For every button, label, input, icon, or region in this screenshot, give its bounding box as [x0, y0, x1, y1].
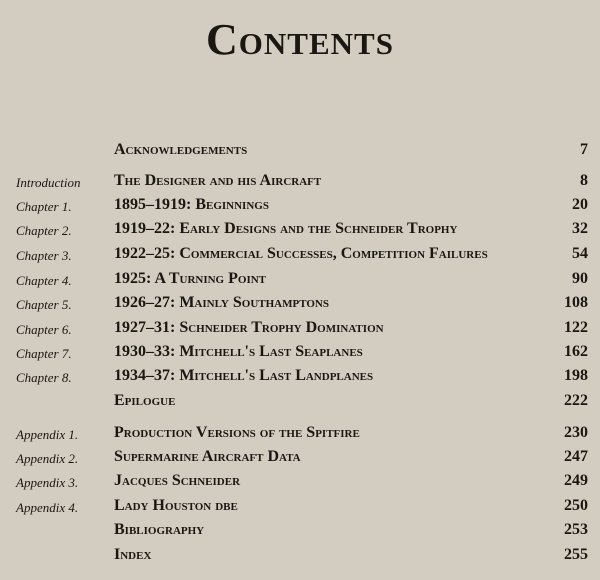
toc-entry-heading: 1934–37: Mitchell's Last Landplanes: [114, 367, 374, 384]
toc-entry-heading: Supermarine Aircraft Data: [114, 448, 301, 465]
toc-entry-label: Chapter 6.: [16, 322, 72, 337]
toc-entry-label: Chapter 7.: [16, 346, 72, 361]
toc-entry-heading: Bibliography: [114, 521, 205, 538]
toc-entry-label: Chapter 4.: [16, 273, 72, 288]
toc-entry-heading: Index: [114, 546, 152, 563]
toc-entry-label: Chapter 2.: [16, 223, 72, 238]
toc-entry: [0, 367, 600, 389]
toc-entry: [0, 497, 600, 519]
toc-entry-page: 108: [564, 294, 588, 311]
toc-entry-label: Appendix 1.: [16, 427, 79, 442]
toc-entry: [0, 319, 600, 341]
toc-entry-page: 54: [572, 245, 588, 262]
toc-entry: [0, 196, 600, 218]
toc-entry: [0, 424, 600, 446]
toc-entry-page: 7: [580, 141, 588, 158]
toc-entry-page: 20: [572, 196, 588, 213]
toc-entry-label: Appendix 2.: [16, 451, 79, 466]
toc-entry: [0, 141, 600, 163]
toc-entry: [0, 521, 600, 543]
toc-entry-heading: Jacques Schneider: [114, 472, 241, 489]
toc-entry-page: 230: [564, 424, 588, 441]
toc-entry-heading: 1930–33: Mitchell's Last Seaplanes: [114, 343, 363, 360]
toc-entry-page: 247: [564, 448, 588, 465]
toc-entry: [0, 245, 600, 267]
toc-entry-page: 250: [564, 497, 588, 514]
toc-entry-page: 162: [564, 343, 588, 360]
toc-entry-heading: Lady Houston dbe: [114, 497, 238, 514]
toc-entry: [0, 172, 600, 194]
toc-entry-heading: Acknowledgements: [114, 141, 248, 158]
toc-entry: [0, 546, 600, 568]
toc-entry-label: Chapter 3.: [16, 248, 72, 263]
toc-entry: [0, 294, 600, 316]
toc-entry-heading: 1926–27: Mainly Southamptons: [114, 294, 329, 311]
toc-entry: [0, 270, 600, 292]
toc-entry-heading: 1895–1919: Beginnings: [114, 196, 269, 213]
toc-entry: [0, 448, 600, 470]
toc-entry-page: 198: [564, 367, 588, 384]
toc-entry-label: Chapter 8.: [16, 370, 72, 385]
toc-entry-heading: 1927–31: Schneider Trophy Domination: [114, 319, 384, 336]
toc-entry: [0, 472, 600, 494]
toc-entry-heading: 1922–25: Commercial Successes, Competition Failures: [114, 245, 488, 262]
toc-entry-heading: The Designer and his Aircraft: [114, 172, 322, 189]
toc-entry-page: 222: [564, 392, 588, 409]
toc-entry: [0, 220, 600, 242]
toc-entry-page: 253: [564, 521, 588, 538]
toc-entry-label: Chapter 5.: [16, 297, 72, 312]
toc-entry-label: Appendix 4.: [16, 500, 79, 515]
toc-entry-label: Appendix 3.: [16, 475, 79, 490]
toc-entry-heading: Epilogue: [114, 392, 176, 409]
toc-entry-page: 122: [564, 319, 588, 336]
toc-entry: [0, 343, 600, 365]
toc-entry-page: 249: [564, 472, 588, 489]
toc-entry-heading: 1919–22: Early Designs and the Schneider Trophy: [114, 220, 458, 237]
toc-entry-page: 90: [572, 270, 588, 287]
toc-entry-label: Chapter 1.: [16, 199, 72, 214]
toc-entry-page: 255: [564, 546, 588, 563]
toc-entry-heading: Production Versions of the Spitfire: [114, 424, 360, 441]
page-title: Contents: [206, 15, 394, 64]
toc-entry: [0, 392, 600, 414]
toc-entry-page: 32: [572, 220, 588, 237]
toc-entry-label: Introduction: [16, 175, 81, 190]
toc-entry-page: 8: [580, 172, 588, 189]
toc-entry-heading: 1925: A Turning Point: [114, 270, 267, 287]
